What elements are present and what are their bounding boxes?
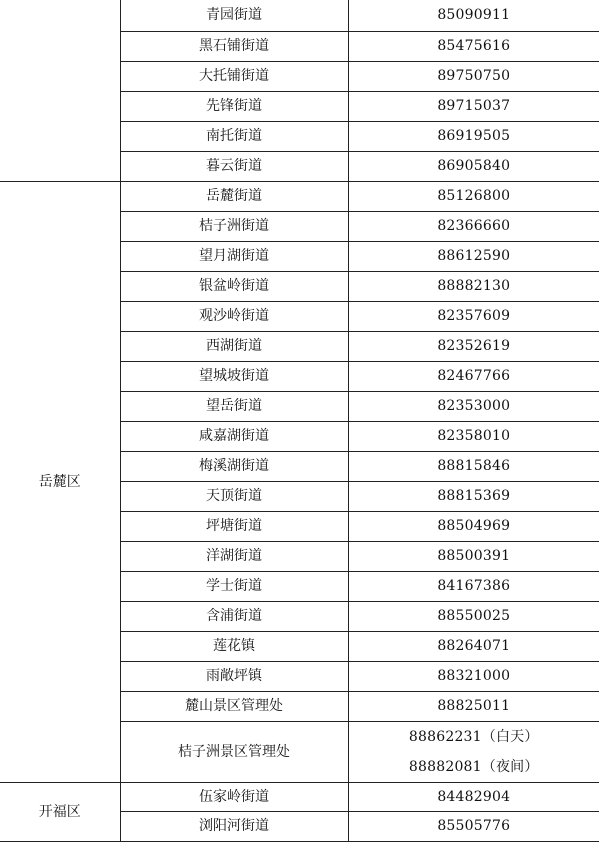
street-cell: 桔子洲街道 [120,211,348,241]
phone-cell: 88612590 [348,241,599,271]
phone-cell: 88825011 [348,691,599,721]
phone-cell: 88500391 [348,541,599,571]
street-cell: 岳麓街道 [120,181,348,211]
street-cell: 黑石铺街道 [120,31,348,61]
street-cell: 南托街道 [120,121,348,151]
phone-cell: 86905840 [348,151,599,181]
phone-cell: 85090911 [348,0,599,31]
phone-cell: 82357609 [348,301,599,331]
district-cell [0,0,120,181]
table-row [0,782,599,811]
street-cell: 银盆岭街道 [120,271,348,301]
phone-cell: 82352619 [348,331,599,361]
street-cell: 望城坡街道 [120,361,348,391]
phone-cell: 89750750 [348,61,599,91]
street-cell: 含浦街道 [120,601,348,631]
phone-cell: 86919505 [348,121,599,151]
street-cell: 梅溪湖街道 [120,451,348,481]
street-cell: 洋湖街道 [120,541,348,571]
phone-cell: 82353000 [348,391,599,421]
phone-cell: 82467766 [348,361,599,391]
street-cell: 观沙岭街道 [120,301,348,331]
street-cell: 望岳街道 [120,391,348,421]
phone-cell: 84482904 [348,782,599,811]
phone-cell: 88815369 [348,481,599,511]
phone-cell: 85475616 [348,31,599,61]
phone-night: 88882081（夜间） [408,758,539,775]
phone-cell: 88815846 [348,451,599,481]
street-cell: 雨敞坪镇 [120,661,348,691]
street-cell: 望月湖街道 [120,241,348,271]
phone-cell: 88504969 [348,511,599,541]
street-cell: 学士街道 [120,571,348,601]
phone-cell: 85126800 [348,181,599,211]
street-cell: 青园街道 [120,0,348,31]
phone-cell: 88882130 [348,271,599,301]
street-cell: 浏阳河街道 [120,811,348,841]
street-cell: 暮云街道 [120,151,348,181]
street-cell: 麓山景区管理处 [120,691,348,721]
street-cell: 咸嘉湖街道 [120,421,348,451]
table-row [0,0,599,31]
table-row [0,181,599,211]
street-cell: 大托铺街道 [120,61,348,91]
district-cell: 开福区 [0,782,120,841]
street-cell: 莲花镇 [120,631,348,661]
street-cell: 先锋街道 [120,91,348,121]
phone-cell: 82358010 [348,421,599,451]
phone-day: 88862231（白天） [408,728,539,745]
district-cell: 岳麓区 [0,181,120,782]
street-cell: 坪塘街道 [120,511,348,541]
street-cell: 伍家岭街道 [120,782,348,811]
street-cell: 桔子洲景区管理处 [120,721,348,782]
phone-cell: 88321000 [348,661,599,691]
phone-cell: 88264071 [348,631,599,661]
street-cell: 天顶街道 [120,481,348,511]
phone-cell: 84167386 [348,571,599,601]
phone-cell: 82366660 [348,211,599,241]
street-cell: 西湖街道 [120,331,348,361]
phone-cell: 89715037 [348,91,599,121]
phone-cell [348,721,599,782]
phone-cell: 85505776 [348,811,599,841]
phone-cell: 88550025 [348,601,599,631]
